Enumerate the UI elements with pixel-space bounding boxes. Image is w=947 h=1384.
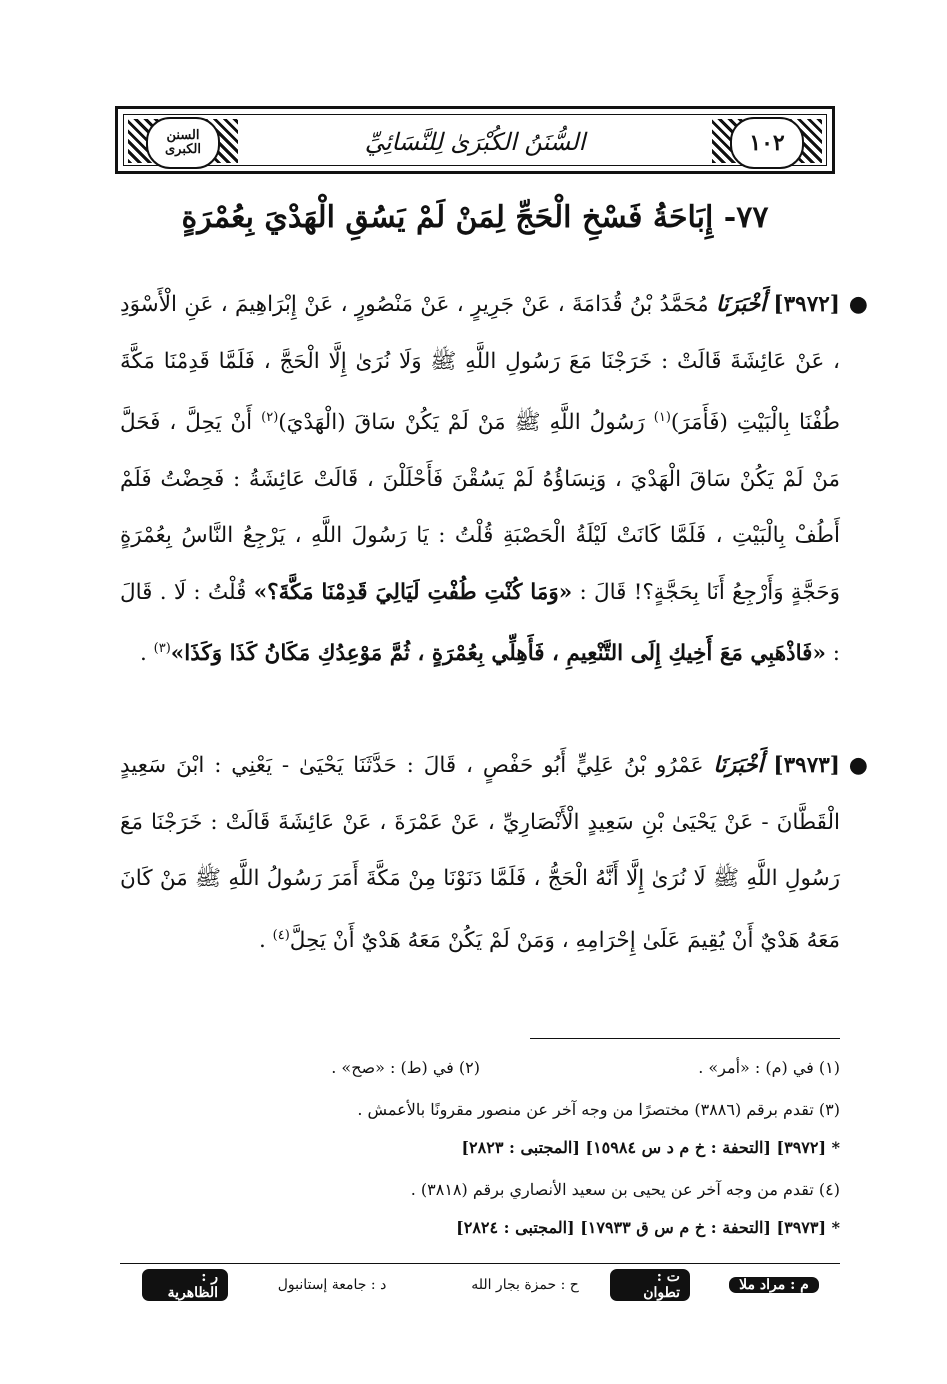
page-header [115,106,835,174]
hadith-text: عَمْرُو بْنُ عَلِيٍّ أَبُو حَفْصٍ ، قَالَ : حَدَّثَنَا يَحْيَىٰ - يَعْنِي : ابْنَ سَعِيدٍ الْقَطَّانَ - عَنْ يَحْيَىٰ بْنِ سَعِيدٍ الْأَنْصَارِيِّ ، عَنْ عَمْرَةَ ، عَنْ عَائِشَةَ قَالَتْ : خَرَجْنَا مَعَ رَسُولِ اللَّهِ ﷺ لَا نُرَىٰ إِلَّا أَنَّهُ الْحَجُّ ، فَلَمَّا دَنَوْنَا مِنْ مَكَّةَ أَمَرَ رَسُولُ اللَّهِ ﷺ مَنْ كَانَ مَعَهُ هَدْيٌ أَنْ يُقِيمَ عَلَىٰ إِحْرَامِهِ ، وَمَنْ لَمْ يَكُنْ مَعَهُ هَدْيٌ أَنْ يَحِلَّ [120,753,840,953]
manuscript-h: ح : حمزة بجار الله [471,1277,579,1293]
footnote-4: (٤) تقدم من وجه آخر عن يحيى بن سعيد الأنصاري برقم (٣٨١٨) . [410,1180,840,1199]
running-title: السُّنَنُ الكُبْرَىٰ لِلنَّسَائِيِّ [364,128,586,156]
manuscript-label: ت : تطوان [610,1269,690,1301]
hadith-text: قُلْتُ : لَا . قَالَ : [120,579,840,667]
manuscript-m [720,1270,828,1300]
takhrij-3972: * [٣٩٧٢] [التحفة : خ م د س ١٥٩٨٤] [المجتبى : ٢٨٢٣] [461,1138,840,1157]
footnote-ref: (٢) [261,410,279,425]
hadith-text: أَنْ يَحِلَّ ، فَحَلَّ مَنْ لَمْ يَكُنْ سَاقَ الْهَدْيَ ، وَنِسَاؤُهُ لَمْ يَسُقْنَ فَأَحْلَلْنَ ، قَالَتْ عَائِشَةُ : فَحِضْتُ فَلَمْ أَطُفْ بِالْبَيْتِ ، فَلَمَّا كَانَتْ لَيْلَةُ الْحَصْبَةِ قُلْتُ : يَا رَسُولَ اللَّهِ ، يَرْجِعُ النَّاسُ بِعُمْرَةٍ وَحَجَّةٍ وَأَرْجِعُ أَنَا بِحَجَّةٍ؟! قَالَ : [120,410,840,605]
footnote-ref: (٤) [272,927,290,943]
hadith-number: [٣٩٧٢] [773,292,840,317]
footnote-ref: (٣) [153,641,171,657]
bullet-icon: ● [848,753,868,778]
takhrij-3973: * [٣٩٧٣] [التحفة : خ م س ق ١٧٩٣٣] [المجتبى : ٢٨٢٤] [456,1218,840,1237]
footnote-2: (٢) في (ط) : «صح» . [331,1058,480,1077]
footnote-separator [530,1038,840,1039]
manuscript-r [142,1270,228,1300]
book-logo: السنن الكبرى [146,117,220,169]
manuscript-label: م : مراد ملا [729,1277,819,1293]
chapter-title: ٧٧- إِبَاحَةُ فَسْخِ الْحَجِّ لِمَنْ لَمْ يَسُقِ الْهَدْيَ بِعُمْرَةٍ [181,200,769,235]
footnote-row [140,1050,840,1086]
prophet-quote: «وَمَا كُنْتِ طُفْتِ لَيَالِيَ قَدِمْنَا مَكَّةَ؟» [253,579,573,605]
footnote-ref: (١) [653,410,671,425]
hadith-number: [٣٩٧٣] [773,753,840,778]
manuscript-d: د : جامعة إستانبول [277,1277,387,1293]
manuscript-t [610,1270,690,1300]
akhbarana: أَخْبَرَنَا [715,292,767,317]
hadith-3973 [120,738,868,969]
hadith-end: . [258,927,266,953]
footnote-3: (٣) تقدم برقم (٣٨٨٦) مختصرًا من وجه آخر عن منصور مقرونًا بالأعمش . [357,1100,840,1119]
page-number: ١٠٢ [730,117,804,169]
manuscript-label: ر : الظاهرية [142,1269,228,1301]
footnote-1: (١) في (م) : «أمر» . [698,1058,840,1077]
prophet-quote: «فَاذْهَبِي مَعَ أَخِيكِ إِلَى التَّنْعِيمِ ، فَأَهِلِّي بِعُمْرَةٍ ، ثُمَّ مَوْعِدُكِ مَكَانُ كَذَا وَكَذَا» [170,641,826,667]
hadith-text: رَسُولُ اللَّهِ ﷺ مَنْ لَمْ يَكُنْ سَاقَ (الْهَدْيَ) [278,410,645,436]
bullet-icon: ● [848,292,868,317]
hadith-text: مُحَمَّدُ بْنُ قُدَامَةَ ، عَنْ جَرِيرٍ ، عَنْ مَنْصُورٍ ، عَنْ إِبْرَاهِيمَ ، عَنِ الْأَسْوَدِ ، عَنْ عَائِشَةَ قَالَتْ : خَرَجْنَا مَعَ رَسُولِ اللَّهِ ﷺ وَلَا نُرَىٰ إِلَّا الْحَجَّ ، فَلَمَّا قَدِمْنَا مَكَّةَ طُفْنَا بِالْبَيْتِ (فَأَمَرَ) [120,292,840,436]
hadith-end: . [139,641,147,667]
bottom-separator [120,1263,840,1264]
akhbarana: أَخْبَرَنَا [713,753,764,778]
hadith-3972 [120,277,868,683]
